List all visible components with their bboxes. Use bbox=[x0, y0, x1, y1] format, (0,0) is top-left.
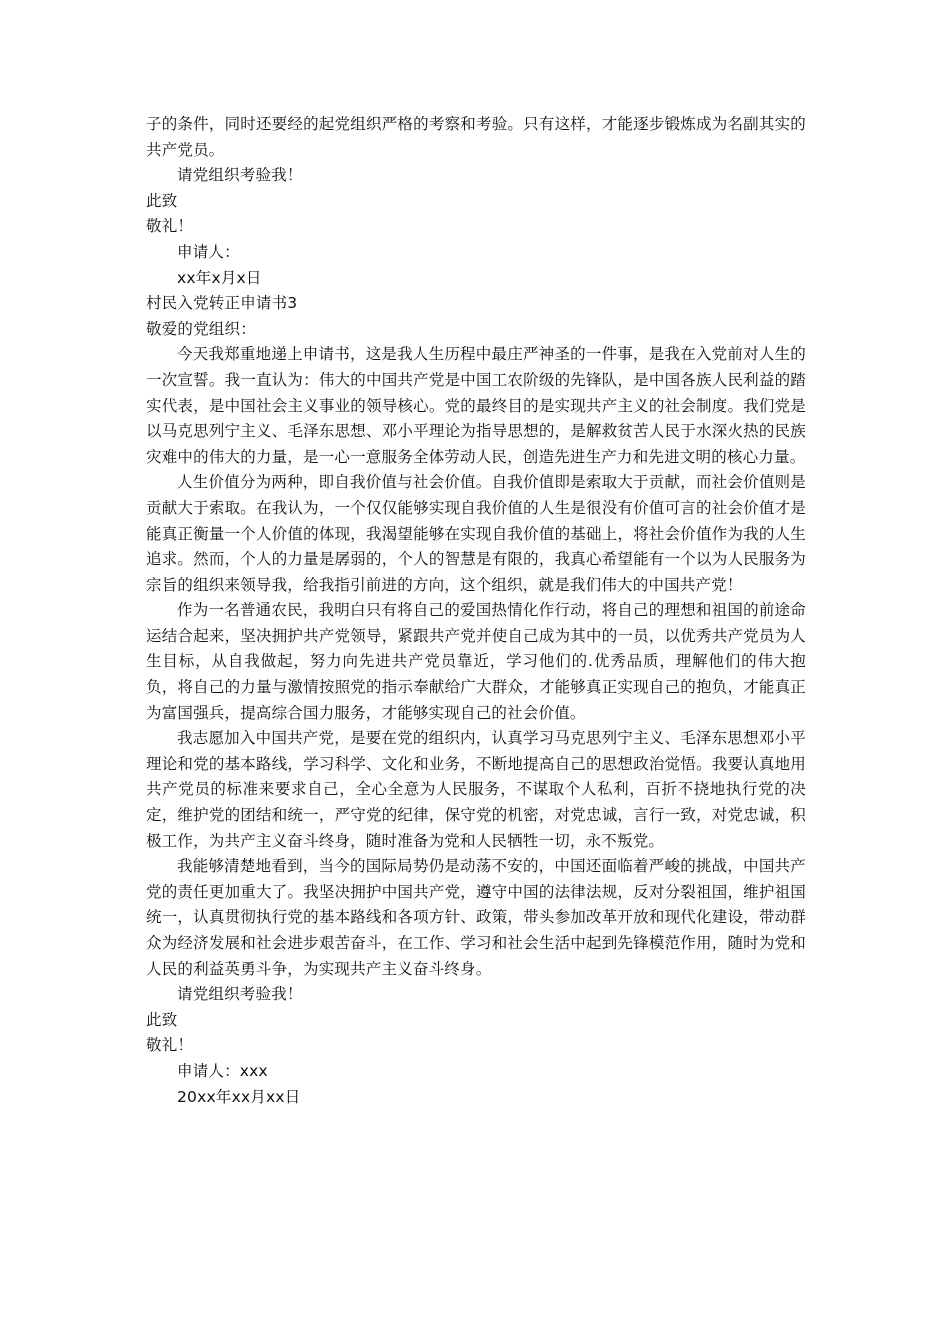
body-paragraph: 我能够清楚地看到，当今的国际局势仍是动荡不安的，中国还面临着严峻的挑战，中国共产党的责任更加重大了。我坚决拥护中国共产党，遵守中国的法律法规，反对分裂祖国，维护祖国统一，认真贯彻执行党的基本路线和各项方针、政策，带头参加改革开放和现代化建设，带动群众为经济发展和社会进步艰苦奋斗，在工作、学习和社会生活中起到先锋模范作用，随时为党和人民的利益英勇斗争，为实现共产主义奋斗终身。 bbox=[146, 857, 806, 978]
salutation-jingli: 敬礼！ bbox=[146, 217, 194, 236]
salutation-cizhi: 此致 bbox=[146, 191, 178, 210]
closing-request: 请党组织考验我！ bbox=[177, 166, 303, 185]
salutation-cizhi: 此致 bbox=[146, 1010, 178, 1029]
application-date: 20xx年xx月xx日 bbox=[177, 1087, 301, 1106]
body-paragraph: 我志愿加入中国共产党，是要在党的组织内，认真学习马克思列宁主义、毛泽东思想邓小平理论和党的基本路线，学习科学、文化和业务，不断地提高自己的思想政治觉悟。我要认真地用共产党员的标准来要求自己，全心全意为人民服务，不谋取个人私利，百折不挠地执行党的决定，维护党的团结和统一，严守党的纪律，保守党的机密，对党忠诚，言行一致，对党忠诚，积极工作，为共产主义奋斗终身，随时准备为党和人民牺牲一切，永不叛党。 bbox=[146, 729, 806, 850]
salutation-jingli: 敬礼！ bbox=[146, 1036, 194, 1055]
body-paragraph: 作为一名普通农民，我明白只有将自己的爱国热情化作行动，将自己的理想和祖国的前途命运结合起来，坚决拥护共产党领导，紧跟共产党并使自己成为其中的一员，以优秀共产党员为人生目标，从自我做起，努力向先进共产党员靠近，学习他们的.优秀品质，理解他们的伟大抱负，将自己的力量与激情按照党的指示奉献给广大群众，才能够真正实现自己的抱负，才能真正为富国强兵，提高综合国力服务，才能够实现自己的社会价值。 bbox=[146, 601, 806, 722]
continuation-paragraph: 子的条件，同时还要经的起党组织严格的考察和考验。只有这样，才能逐步锻炼成为名副其实的共产党员。 bbox=[146, 115, 806, 159]
document-page bbox=[146, 112, 806, 1110]
closing-request: 请党组织考验我！ bbox=[177, 985, 303, 1004]
body-paragraph: 今天我郑重地递上申请书，这是我人生历程中最庄严神圣的一件事，是我在入党前对人生的一次宣誓。我一直认为：伟大的中国共产党是中国工农阶级的先锋队，是中国各族人民利益的踏实代表，是中国社会主义事业的领导核心。党的最终目的是实现共产主义的社会制度。我们党是以马克思列宁主义、毛泽东思想、邓小平理论为指导思想的，是解救贫苦人民于水深火热的民族灾难中的伟大的力量，是一心一意服务全体劳动人民，创造先进生产力和先进文明的核心力量。 bbox=[146, 345, 806, 466]
applicant-signature: 申请人：xxx bbox=[177, 1061, 268, 1080]
greeting: 敬爱的党组织： bbox=[146, 319, 256, 338]
applicant-signature: 申请人： bbox=[177, 242, 240, 261]
application-date: xx年x月x日 bbox=[177, 268, 262, 287]
body-paragraph: 人生价值分为两种，即自我价值与社会价值。自我价值即是索取大于贡献，而社会价值则是贡献大于索取。在我认为，一个仅仅能够实现自我价值的人生是很没有价值可言的社会价值才是能真正衡量一个人价值的体现，我渴望能够在实现自我价值的基础上，将社会价值作为我的人生追求。然而，个人的力量是孱弱的，个人的智慧是有限的，我真心希望能有一个以为人民服务为宗旨的组织来领导我，给我指引前进的方向，这个组织，就是我们伟大的中国共产党！ bbox=[146, 473, 806, 594]
document-title: 村民入党转正申请书3 bbox=[146, 294, 298, 313]
